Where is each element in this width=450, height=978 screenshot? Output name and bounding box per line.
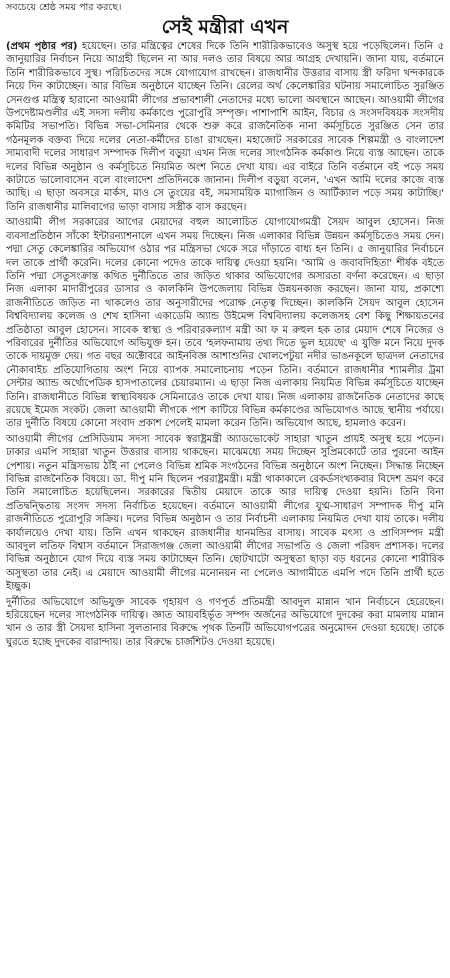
article-headline: সেই মন্ত্রীরা এখন (161, 16, 289, 38)
article-paragraph (6, 40, 444, 214)
article-paragraph: আওয়ামী লীগ সরকারের আগের মেয়াদের বহুল আলোচিত যোগাযোগমন্ত্রী সৈয়দ আবুল হোসেন। নিজ ব্যবসাপ্রতিষ্ঠান সাঁকো ইন্টারন্যাশনালে এখন সময় দিচ্ছেন। নিজ এলাকার বিভিন্ন উন্নয়ন কর্মসূচিতেও সময় দেন। পদ্মা সেতু কেলেঙ্কারির অভিযোগ ওঠার পর মন্ত্রিসভা থেকে সরে দাঁড়াতে বাধ্য হন তিনি। ৫ জানুয়ারির নির্বাচনে দল তাকে প্রার্থী করেনি। দলের কোনো পদেও তাকে দায়িত্ব দেওয়া হয়নি। 'আমি ও জবাবদিহিতা' শীর্ষক বইতে তিনি পদ্মা সেতুসংক্রান্ত কথিত দুর্নীতিতে তার জড়িত থাকার অভিযোগের অসারতা বর্ণনা করেছেন। এ ছাড়া নিজ এলাকা মাদারীপুরের ডাসার ও কালকিনি উপজেলায় বিভিন্ন উন্নয়নকাজ করছেন। জানা যায়, প্রকাশ্যে রাজনীতিতে জড়িত না থাকলেও তার অনুসারীদের পরোক্ষ নেতৃত্ব দিচ্ছেন। কালকিনি সৈয়দ আবুল হোসেন বিশ্ববিদ্যালয় কলেজ ও শেখ হাসিনা একাডেমি অ্যান্ড উইমেন্স বিশ্ববিদ্যালয় কলেজসহ বেশ কিছু শিক্ষায়তনের প্রতিষ্ঠাতা আবুল হোসেন। সাবেক স্বাস্থ্য ও পরিবারকল্যাণ মন্ত্রী আ ফ ম রুহুল হক তার মেয়াদ শেষে নিজের ও পরিবারের দুর্নীতির অভিযোগে অভিযুক্ত হন। তবে 'হলফনামায় তথ্য দিতে ভুল হয়েছে' এ যুক্তি মনে নিয়ে দুদক তাকে দায়মুক্ত দেয়। গত বছর অক্টোবরে আইনবিজ্ঞ আশাশুনির খোলপেটুয়া নদীর ভাঙনকূলে ছাত্রদল নেতাদের নৌকাবাইচ প্রতিযোগিতায় অংশ নিয়ে ব্যাপক সমালোচনায় পড়েন তিনি। বর্তমানে রাজধানীর শ্যামলীর ট্রমা সেন্টার অ্যান্ড অর্থোপেডিক হাসপাতালের চেয়ারম্যান। এ ছাড়া নিজ এলাকায় নিয়মিত বিভিন্ন কর্মসূচিতে যাচ্ছেন তিনি। রাজধানীতে বিভিন্ন স্বাস্থ্যবিষয়ক সেমিনারেও তাকে দেখা যায়। নিজ এলাকায় রাজনৈতিক নেতাদের কাছে রয়েছে ইমেজ সংকট। জেলা আওয়ামী লীগকে পাশ কাটিয়ে বিভিন্ন কর্মকাণ্ডের অভিযোগও আছে স্থানীয় পর্যায়ে। তার দুর্নীতি বিষয়ে কোনো সংবাদ প্রকাশ পেলেই মামলা করেন তিনি। অভিযোগ আছে, হামলাও করেন। (6, 217, 444, 430)
article-paragraph: আওয়ামী লীগের প্রেসিডিয়াম সদস্য সাবেক স্বরাষ্ট্রমন্ত্রী অ্যাডভোকেট সাহারা খাতুন প্রায়ই অসুস্থ হয়ে পড়েন। ঢাকার এমপি সাহারা খাতুন উত্তরার বাসায় থাকছেন। মাঝেমধ্যে সময় দিচ্ছেন সুপ্রিমকোর্টে তার পুরনো আইন পেশায়। নতুন মন্ত্রিসভায় ঠাঁই না পেলেও বিভিন্ন শ্রমিক সংগঠনের বিভিন্ন অনুষ্ঠানে অংশ নিচ্ছেন। সিদ্ধান্ত নিচ্ছেন বিভিন্ন রাজনৈতিক বিষয়ে। ডা. দীপু মনি ছিলেন পররাষ্ট্রমন্ত্রী। মন্ত্রী থাকাকালে রেকর্ডসংখ্যকবার বিদেশ ভ্রমণ করে তিনি সমালোচিত হয়েছিলেন। সরকারের দ্বিতীয় মেয়াদে তাকে আর দায়িত্ব দেওয়া হয়নি। তিনি বিনা প্রতিদ্বন্দ্বিতায় সংসদ সদস্য নির্বাচিত হয়েছেন। বর্তমানে আওয়ামী লীগের যুগ্ম-সাধারণ সম্পাদক দীপু মনি রাজনীতিতে পুরোপুরি সক্রিয়। দলের বিভিন্ন অনুষ্ঠান ও তার নির্বাচনী এলাকায় নিয়মিত দেখা যায় তাকে। দলীয় কার্যালয়েও দেখা যায়। তিনি এখন থাকছেন রাজধানীর ধানমন্ডির বাসায়। সাবেক মৎস্য ও প্রাণিসম্পদ মন্ত্রী আবদুল লতিফ বিশ্বাস বর্তমানে সিরাজগঞ্জ জেলা আওয়ামী লীগের সভাপতি ও জেলা পরিষদ প্রশাসক। দলের বিভিন্ন অনুষ্ঠানে যোগ দিয়ে ব্যস্ত সময় কাটাচ্ছেন তিনি। ছোটখাটো অসুস্থতা ছাড়া বড় ধরনের কোনো শারীরিক অসুস্থতা তার নেই। এ মেয়াদে আওয়ামী লীগের মনোনয়ন না পেলেও আগামীতে এমপি পদে তিনি প্রার্থী হতে ইচ্ছুক। (6, 433, 444, 593)
paragraph-text: হয়েছেন। তার মন্ত্রিত্বের শেষের দিকে তিনি শারীরিকভাবেও অসুস্থ হয়ে পড়েছিলেন। তিনি ৫ জানুয়ারির নির্বাচন নিয়ে আগ্রহী ছিলেন না আর দলও তার বিষয়ে আর আগ্রহ দেখায়নি। জানা যায়, বর্তমানে তিনি শারীরিকভাবে সুস্থ। পরিচিতদের সঙ্গে যোগাযোগ রাখছেন। রাজধানীর উত্তরার বাসায় স্ত্রী ফরিদা খন্দকারকে নিয়ে দিন কাটাচ্ছেন। আর বিভিন্ন অনুষ্ঠানে যাচ্ছেন তিনি। রেলের অর্থ কেলেঙ্কারির ঘটনায় সমালোচিত সুরঞ্জিত সেনগুপ্ত মন্ত্রিত্ব হারানো আওয়ামী লীগের প্রভাবশালী নেতাদের মধ্যে ভালো অবস্থানে আছেন। আওয়ামী লীগের উপদেষ্টামণ্ডলীর এই সদস্য দলীয় কর্মকাণ্ডে পুরোপুরি সম্পৃক্ত। পাশাপাশি আইন, বিচার ও সংসদবিষয়ক সংসদীয় কমিটির সভাপতি। বিভিন্ন সভা-সেমিনার থেকে শুরু করে রাজনৈতিক নানা কর্মসূচিতে সুরঞ্জিত সেন তার গঠনমূলক বক্তব্য দিয়ে দলের নেতা-কর্মীদের চাঙা রাখছেন। মহাজোট সরকারের সাবেক শিল্পমন্ত্রী ও বাংলাদেশ সাম্যবাদী দলের সাধারণ সম্পাদক দিলীপ বড়ুয়া এখন নিজ দলের সাংগঠনিক কর্মকাণ্ড নিয়ে ব্যস্ত আছেন। তাকে দলের বিভিন্ন অনুষ্ঠান ও কর্মসূচিতে নিয়মিত অংশ নিতে দেখা যায়। এর বাইরে তিনি বর্তমানে বই পড়ে সময় কাটাতে ভালোবাসেন বলে বাংলাদেশ প্রতিদিনকে জানান। দিলীপ বড়ুয়া বলেন, 'এখন আমি দলের কাজে ব্যস্ত আছি। এ ছাড়া অবসরে মার্কস, মাও সে তুংয়ের বই, সমসাময়িক ম্যাগাজিন ও আর্টিক্যাল পড়ে সময় কাটাচ্ছি।' তিনি রাজধানীর মালিবাগের ভাড়া বাসায় সস্ত্রীক বাস করছেন। (6, 41, 444, 213)
article-paragraph: দুর্নীতির অভিযোগে অভিযুক্ত সাবেক গৃহায়ণ ও গণপূর্ত প্রতিমন্ত্রী আবদুল মান্নান খান নির্বাচনে হেরেছেন। হরিয়েছেন দলের সাংগঠনিক দায়িত্ব। জ্ঞাত আয়বহির্ভূত সম্পদ অর্জনের অভিযোগে দুদকের করা মামলায় মান্নান খান ও তার স্ত্রী সৈয়দা হাসিনা সুলতানার বিরুদ্ধে পৃথক তিনটি অভিযোগপত্রের অনুমোদন দেওয়া হয়েছে। তাকে ঘুরতে হচ্ছে দুদকের বারান্দায়। তার বিরুদ্ধে চার্জশিটও দেওয়া হয়েছে। (6, 596, 444, 648)
previous-article-tail: সবচেয়ে শ্রেষ্ঠ সময় পার করছে। (6, 2, 122, 13)
continued-from-front-page-label: (প্রথম পৃষ্ঠার পর) (6, 41, 78, 52)
article-body (6, 40, 444, 976)
